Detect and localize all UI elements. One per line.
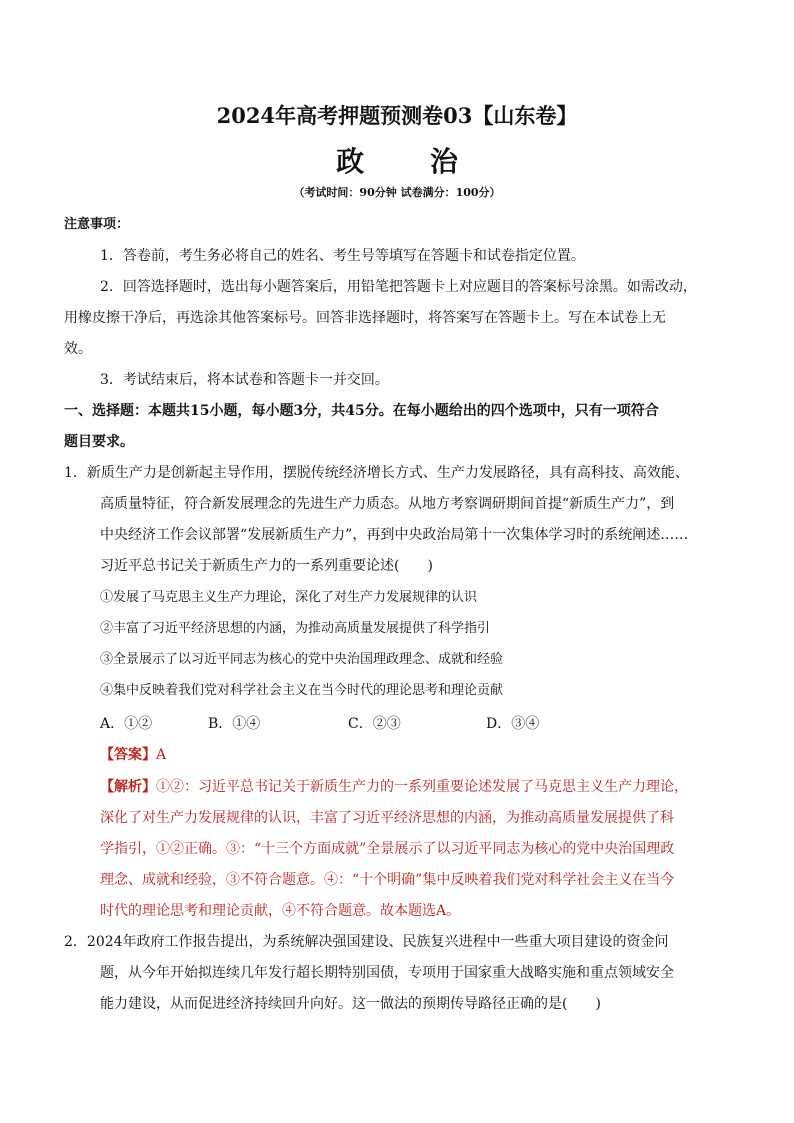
notes-item-1: 1．答卷前，考生务必将自己的姓名、考生号等填写在答题卡和试卷指定位置。 <box>100 248 585 264</box>
q1-analysis-line-4: 理念、成就和经验，③不符合题意。④：“十个明确”集中反映着我们党对科学社会主义在当今 <box>100 872 675 888</box>
q1-analysis-line-2: 深化了对生产力发展规律的认识，丰富了习近平经济思想的内涵，为推动高质量发展提供了科 <box>100 810 674 826</box>
section-heading-line-2: 题目要求。 <box>64 434 134 450</box>
q2-stem-line-1: 2．2024年政府工作报告提出，为系统解决强国建设、民族复兴进程中一些重大项目建设的资金问 <box>64 934 669 950</box>
q1-option-d: D．③④ <box>486 716 540 732</box>
q1-option-b: B．①④ <box>208 716 261 732</box>
answer-value: A <box>156 747 167 763</box>
q1-stem-line-3: 中央经济工作会议部署“发展新质生产力”，再到中央政治局第十一次集体学习时的系统阐述…… <box>100 527 689 543</box>
q1-stem-line-2: 高质量特征，符合新发展理念的先进生产力质态。从地方考察调研期间首提“新质生产力”，到 <box>100 496 675 512</box>
q2-stem-line-3: 能力建设，从而促进经济持续回升向好。这一做法的预期传导路径正确的是( ) <box>100 996 601 1012</box>
q1-option-a: A．①② <box>100 716 153 732</box>
q1-option-c: C．②③ <box>348 716 401 732</box>
analysis-label: 【解析】 <box>100 779 156 795</box>
notes-item-2-line-3: 效。 <box>64 341 92 357</box>
q1-stem-line-1: 1．新质生产力是创新起主导作用，摆脱传统经济增长方式、生产力发展路径，具有高科技、高效能、 <box>64 465 689 481</box>
q1-statement-2: ②丰富了习近平经济思想的内涵，为推动高质量发展提供了科学指引 <box>100 621 491 636</box>
notes-item-2-line-2: 用橡皮擦干净后，再选涂其他答案标号。回答非选择题时，将答案写在答题卡上。写在本试卷上无 <box>64 310 666 326</box>
notes-item-3: 3．考试结束后，将本试卷和答题卡一并交回。 <box>100 372 389 388</box>
q1-stem-line-4: 习近平总书记关于新质生产力的一系列重要论述( ) <box>100 558 433 574</box>
q1-statement-3: ③全景展示了以习近平同志为核心的党中央治国理政理念、成就和经验 <box>100 652 504 667</box>
exam-info: （考试时间：90分钟 试卷满分：100分） <box>293 186 501 199</box>
q2-stem-line-2: 题，从今年开始拟连续几年发行超长期特别国债，专项用于国家重大战略实施和重点领域安全 <box>100 965 674 981</box>
q1-analysis-line-3: 学指引，①②正确。③：“十三个方面成就”全景展示了以习近平同志为核心的党中央治国理政 <box>100 841 675 857</box>
notes-item-2-line-1: 2．回答选择题时，选出每小题答案后，用铅笔把答题卡上对应题目的答案标号涂黑。如需改动， <box>100 279 697 295</box>
q1-analysis-line-5: 时代的理论思考和理论贡献，④不符合题意。故本题选A。 <box>100 903 461 919</box>
notes-heading: 注意事项： <box>64 217 130 232</box>
analysis-text-1: ①②：习近平总书记关于新质生产力的一系列重要论述发展了马克思主义生产力理论， <box>156 779 688 795</box>
q1-analysis-line-1 <box>100 777 688 797</box>
q1-statement-1: ①发展了马克思主义生产力理论，深化了对生产力发展规律的认识 <box>100 590 478 605</box>
exam-title: 2024年高考押题预测卷03【山东卷】 <box>216 103 578 128</box>
q1-answer <box>100 745 166 765</box>
q1-statement-4: ④集中反映着我们党对科学社会主义在当今时代的理论思考和理论贡献 <box>100 683 504 698</box>
subject-heading: 政 治 <box>336 145 486 178</box>
section-heading-line-1: 一、选择题：本题共15小题，每小题3分，共45分。在每小题给出的四个选项中，只有一项符合 <box>64 403 659 419</box>
answer-label: 【答案】 <box>100 747 156 763</box>
